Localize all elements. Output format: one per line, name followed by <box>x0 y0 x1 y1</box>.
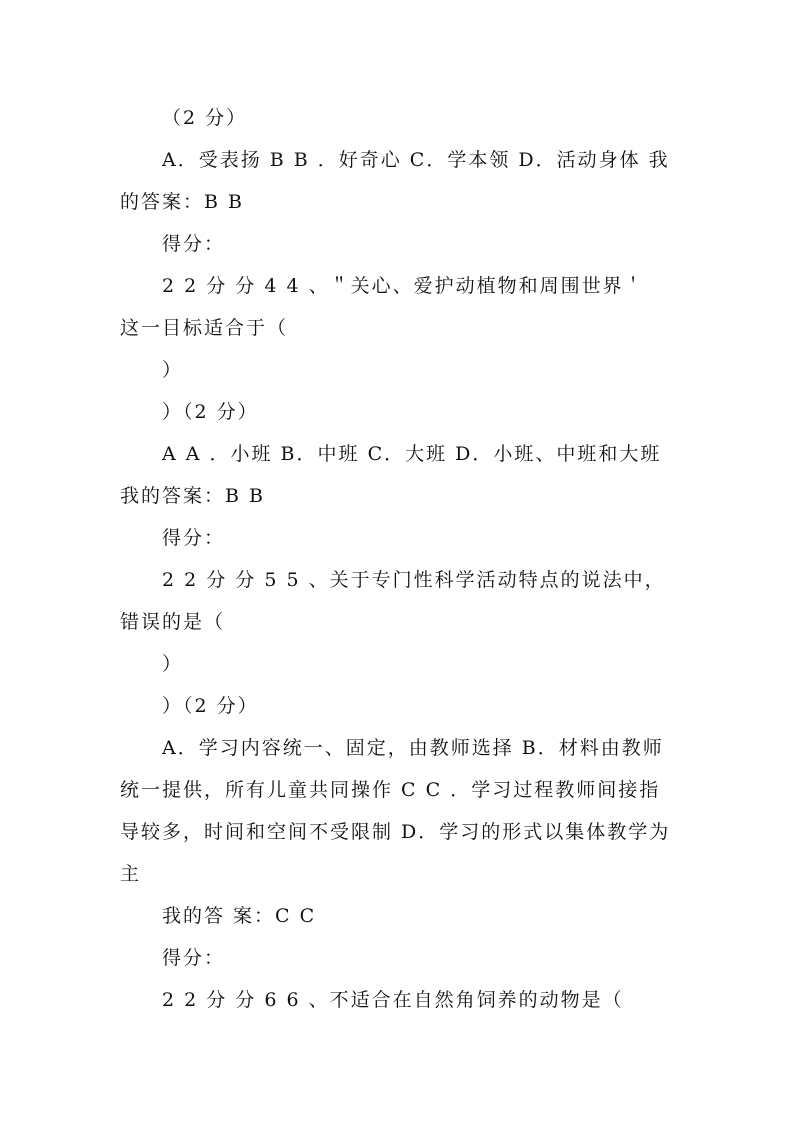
q4-question: 2 2 分 分 4 4 、＂关心、爱护动植物和周围世界＇ <box>162 275 645 297</box>
q5-score-label: 得分： <box>162 947 226 969</box>
q4-score-note: ）（2 分） <box>162 401 259 423</box>
q5-question-cont: 错误的是（ <box>120 611 226 633</box>
q4-score-label: 得分： <box>162 527 226 549</box>
q5-options-line-2: 统一提供，所有儿童共同操作 C C ．学习过程教师间接指 <box>120 779 661 801</box>
q5-bracket: ） <box>162 653 184 675</box>
q5-question: 2 2 分 分 5 5 、关于专门性科学活动特点的说法中， <box>162 569 666 591</box>
q5-my-answer: 我的答 案：C C <box>162 905 317 927</box>
q3-score-note: （2 分） <box>162 107 248 129</box>
q5-score-note: ）（2 分） <box>162 695 259 717</box>
q5-options-line-3: 导较多，时间和空间不受限制 D．学习的形式以集体教学为 <box>120 821 671 843</box>
q5-options-line-4: 主 <box>120 863 142 885</box>
q5-options-line-1: A．学习内容统一、固定，由教师选择 B．材料由教师 <box>162 737 664 759</box>
q4-my-answer: 我的答案：B B <box>120 485 265 507</box>
q3-score-label: 得分： <box>162 233 226 255</box>
q3-my-answer: 的答案：B B <box>120 191 244 213</box>
q6-question: 2 2 分 分 6 6 、不适合在自然角饲养的动物是（ <box>162 989 624 1011</box>
q3-options: A．受表扬 B B ．好奇心 C．学本领 D．活动身体 我 <box>162 149 670 171</box>
q4-question-cont: 这一目标适合于（ <box>120 317 289 339</box>
q4-bracket: ） <box>162 359 184 381</box>
q4-options: A A ．小班 B．中班 C．大班 D．小班、中班和大班 <box>162 443 662 465</box>
